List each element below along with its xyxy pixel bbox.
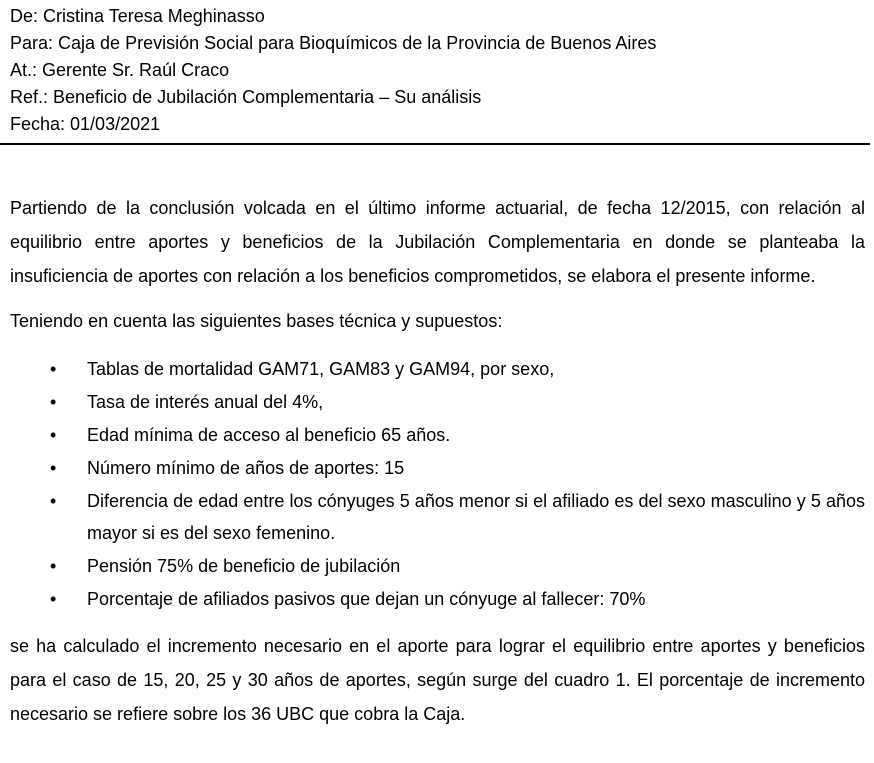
list-item <box>10 419 865 451</box>
header-line-at: At.: Gerente Sr. Raúl Craco <box>10 60 230 80</box>
bullet-icon: • <box>50 556 57 576</box>
list-item <box>10 550 865 582</box>
header-line-para: Para: Caja de Previsión Social para Bioquímicos de la Provincia de Buenos Aires <box>10 33 657 53</box>
header-line-ref: Ref.: Beneficio de Jubilación Complementaria – Su análisis <box>10 87 482 107</box>
assumptions-intro: Teniendo en cuenta las siguientes bases técnica y supuestos: <box>10 311 503 331</box>
list-item-text: Tasa de interés anual del 4%, <box>87 392 324 412</box>
bullet-icon: • <box>50 359 57 379</box>
bullet-icon: • <box>50 589 57 609</box>
header-divider <box>0 143 870 145</box>
bullet-icon: • <box>50 491 57 511</box>
list-item-text: Edad mínima de acceso al beneficio 65 años. <box>87 425 451 445</box>
header-line-fecha: Fecha: 01/03/2021 <box>10 114 161 134</box>
list-item <box>10 583 865 615</box>
list-item-text: Tablas de mortalidad GAM71, GAM83 y GAM94, por sexo, <box>87 359 555 379</box>
list-item <box>10 452 865 484</box>
intro-paragraph: Partiendo de la conclusión volcada en el último informe actuarial, de fecha 12/2015, con relación al equilibrio entre aportes y beneficios de la Jubilación Complementaria en donde se planteaba la insuficiencia de aportes con relación a los beneficios comprometidos, se elabora el presente informe. <box>10 198 865 286</box>
letter-header <box>10 3 865 138</box>
bullet-icon: • <box>50 425 57 445</box>
list-item-text: Pensión 75% de beneficio de jubilación <box>87 556 401 576</box>
list-item <box>10 386 865 418</box>
closing-paragraph: se ha calculado el incremento necesario en el aporte para lograr el equilibrio entre aportes y beneficios para el caso de 15, 20, 25 y 30 años de aportes, según surge del cuadro 1. El porcentaje de incremento necesario se refiere sobre los 36 UBC que cobra la Caja. <box>10 636 865 724</box>
list-item-text: Porcentaje de afiliados pasivos que dejan un cónyuge al fallecer: 70% <box>87 589 646 609</box>
header-line-de: De: Cristina Teresa Meghinasso <box>10 6 265 26</box>
bullet-icon: • <box>50 458 57 478</box>
list-item <box>10 485 865 549</box>
list-item <box>10 353 865 385</box>
assumptions-list <box>10 353 865 615</box>
list-item-text: Diferencia de edad entre los cónyuges 5 años menor si el afiliado es del sexo masculino y 5 años mayor si es del sexo femenino. <box>87 491 865 543</box>
list-item-text: Número mínimo de años de aportes: 15 <box>87 458 405 478</box>
bullet-icon: • <box>50 392 57 412</box>
